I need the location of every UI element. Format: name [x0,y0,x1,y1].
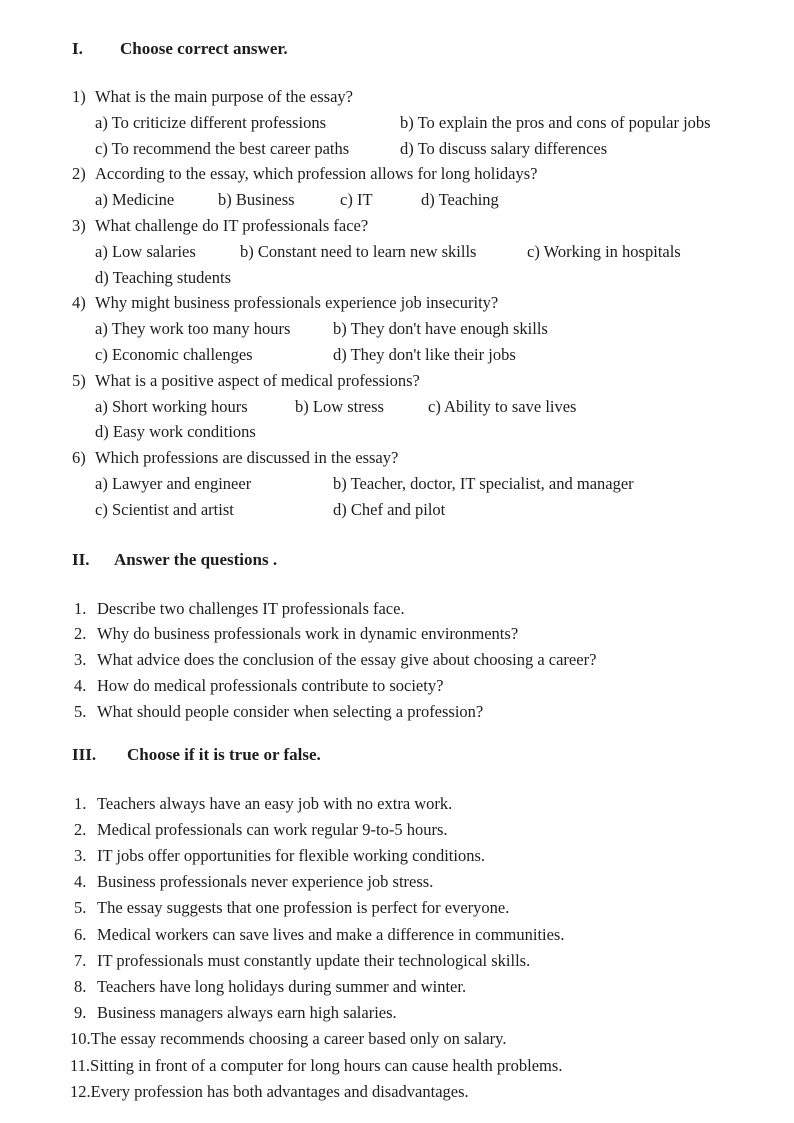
tf-statement-item [74,1000,754,1026]
tf-statement-item [74,948,754,974]
item-text: Describe two challenges IT professionals face. [97,598,405,618]
item-text: Why do business professionals work in dynamic environments? [97,624,519,644]
item-number: 1. [74,598,87,618]
section-iii-title: Choose if it is true or false. [127,744,321,764]
section-choose-answer [72,40,754,523]
item-number: 8. [74,976,87,996]
tf-statement-item [74,895,754,921]
item-text: Teachers have long holidays during summer and winter. [97,976,467,996]
question-text: What is a positive aspect of medical professions? [95,370,420,390]
open-question-item [74,699,754,725]
section-true-false [72,746,754,1105]
item-number: 1. [74,793,87,813]
option: b) Teacher, doctor, IT specialist, and manager [333,473,634,493]
section-ii-numeral: II. [72,549,90,569]
options-row [95,394,754,420]
open-question-item [74,596,754,622]
section-iii-numeral: III. [72,744,97,764]
item-text: Business managers always earn high salaries. [97,1003,397,1023]
item-number: 4. [74,872,87,892]
question-text: According to the essay, which profession allows for long holidays? [95,164,538,184]
option: d) Teaching students [95,267,232,287]
item-text: Business professionals never experience job stress. [97,872,434,892]
option: a) Medicine [95,190,175,210]
open-question-item [74,621,754,647]
option: a) Lawyer and engineer [95,473,252,493]
options-row [95,316,754,342]
section-answer-questions [72,551,754,725]
options-row [95,136,754,162]
item-text: The essay recommends choosing a career based only on salary. [90,1029,507,1049]
option: b) Low stress [295,396,384,416]
tf-statement-item [70,1079,754,1105]
item-text: IT jobs offer opportunities for flexible working conditions. [97,845,485,865]
item-text: How do medical professionals contribute to society? [97,675,444,695]
item-text: Medical workers can save lives and make a difference in communities. [97,924,565,944]
item-text: What advice does the conclusion of the essay give about choosing a career? [97,650,597,670]
tf-statement-item [74,974,754,1000]
tf-statement-item [74,791,754,817]
open-question-item [74,673,754,699]
tf-statement-item [74,843,754,869]
mcq-question [72,84,754,161]
section-ii-header [72,551,754,568]
item-number: 2. [74,624,87,644]
options-row [95,239,754,265]
section-ii-title: Answer the questions . [114,549,278,569]
option: c) Economic challenges [95,344,253,364]
option: b) Constant need to learn new skills [240,241,477,261]
item-number: 6. [74,924,87,944]
options-row [95,342,754,368]
section-i-header [72,40,754,57]
options-row [95,471,754,497]
option: d) To discuss salary differences [400,138,608,158]
item-number: 5. [74,898,87,918]
item-number: 12. [70,1081,91,1101]
tf-statement-item [70,1026,754,1052]
option: c) Working in hospitals [527,241,681,261]
item-text: Every profession has both advantages and disadvantages. [90,1081,469,1101]
mcq-question [72,290,754,367]
section-i-numeral: I. [72,39,83,58]
question-text: What is the main purpose of the essay? [95,87,353,106]
option: c) To recommend the best career paths [95,138,350,158]
item-text: IT professionals must constantly update their technological skills. [97,950,531,970]
question-number: 6) [72,448,86,468]
item-number: 3. [74,845,87,865]
item-number: 3. [74,650,87,670]
mcq-question [72,368,754,445]
options-row [95,497,754,523]
question-number: 3) [72,215,86,235]
mcq-question [72,213,754,290]
item-number: 4. [74,675,87,695]
item-number: 10. [70,1029,91,1049]
option: b) They don't have enough skills [333,319,548,339]
question-text: What challenge do IT professionals face? [95,215,369,235]
item-number: 7. [74,950,87,970]
option: c) IT [340,190,373,210]
option: d) Easy work conditions [95,422,256,442]
item-number: 11. [70,1055,91,1075]
option: d) Teaching [421,190,499,210]
option: a) Low salaries [95,241,196,261]
question-text: Why might business professionals experience job insecurity? [95,293,499,313]
tf-statement-item [74,869,754,895]
question-text: Which professions are discussed in the essay? [95,448,399,468]
option: d) Chef and pilot [333,499,446,519]
item-text: Medical professionals can work regular 9-to-5 hours. [97,819,448,839]
item-number: 9. [74,1003,87,1023]
section-iii-header [72,746,754,763]
open-question-item [74,647,754,673]
option: a) To criticize different professions [95,112,326,132]
tf-statement-item [70,1053,754,1079]
question-number: 5) [72,370,86,390]
option: c) Ability to save lives [428,396,577,416]
tf-statement-item [74,922,754,948]
mcq-question [72,161,754,213]
section-i-title: Choose correct answer. [120,39,288,58]
option: b) Business [218,190,295,210]
option: c) Scientist and artist [95,499,234,519]
options-row [95,110,754,136]
item-text: Teachers always have an easy job with no extra work. [97,793,453,813]
item-text: What should people consider when selecting a profession? [97,701,484,721]
option: a) Short working hours [95,396,248,416]
mcq-question [72,445,754,522]
option: d) They don't like their jobs [333,344,516,364]
question-number: 2) [72,164,86,184]
options-row [95,265,754,291]
item-number: 2. [74,819,87,839]
item-text: Sitting in front of a computer for long hours can cause health problems. [90,1055,563,1075]
question-number: 4) [72,293,86,313]
option: a) They work too many hours [95,319,291,339]
options-row [95,187,754,213]
question-number: 1) [72,87,86,106]
item-number: 5. [74,701,87,721]
options-row [95,419,754,445]
tf-statement-item [74,817,754,843]
option: b) To explain the pros and cons of popular jobs [400,112,711,132]
item-text: The essay suggests that one profession is perfect for everyone. [97,898,510,918]
